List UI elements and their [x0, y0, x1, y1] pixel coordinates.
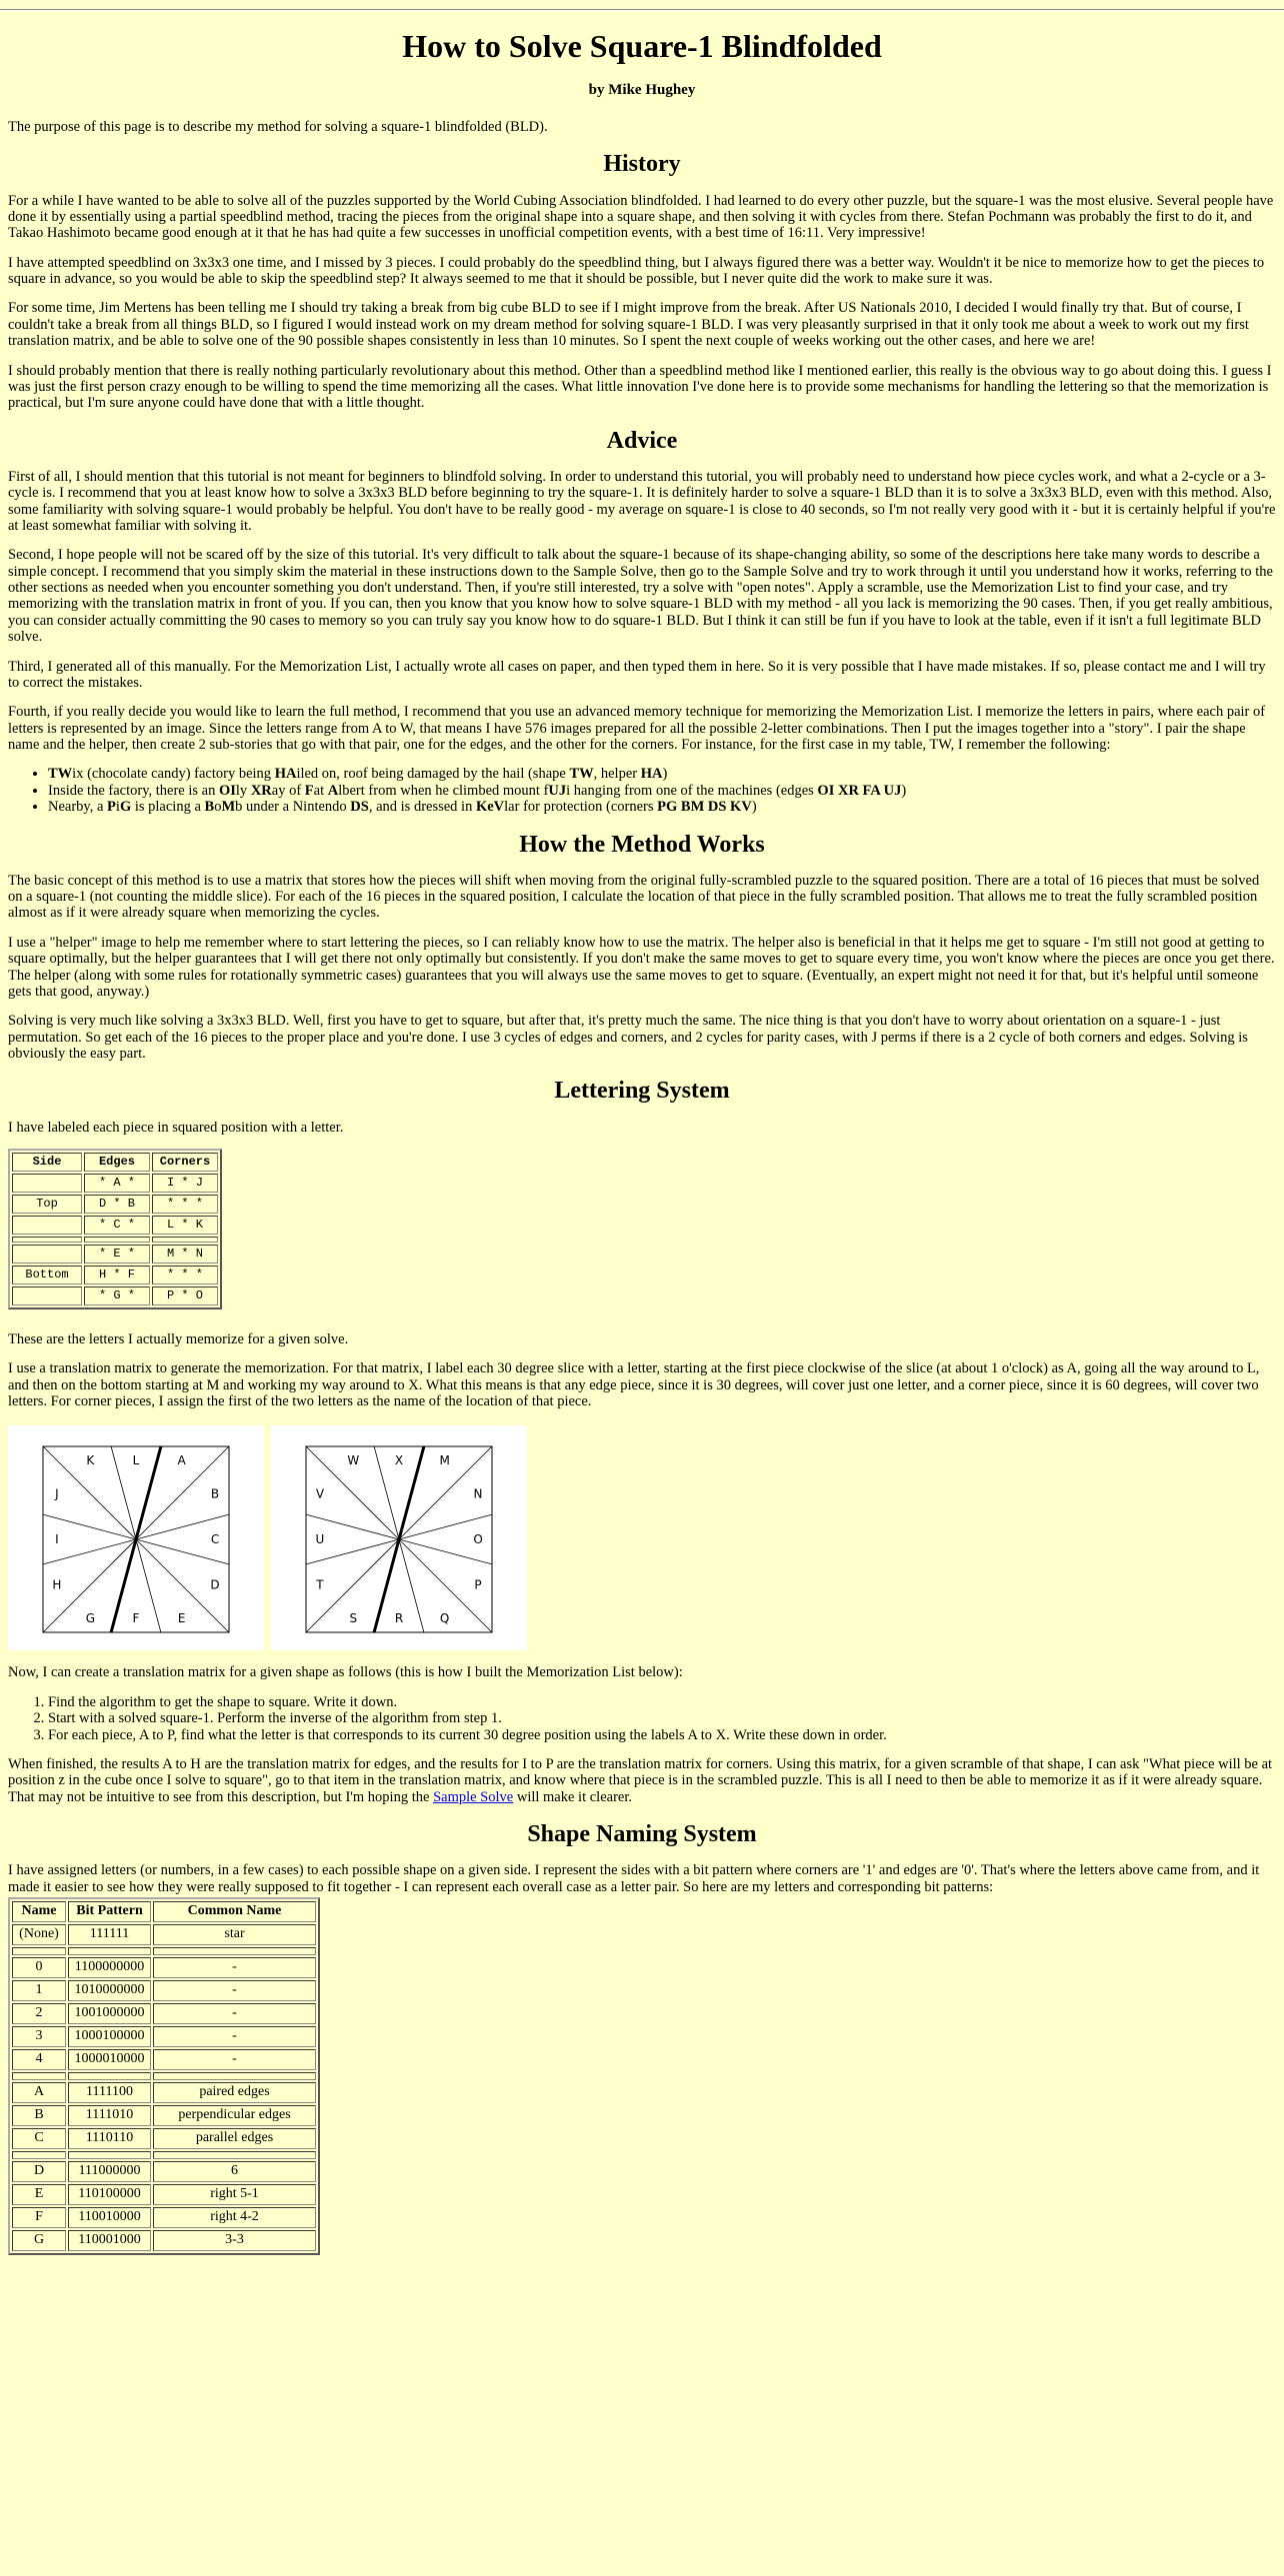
shape-cell: 111111 — [68, 1924, 151, 1945]
shape-naming-heading: Shape Naming System — [527, 1821, 757, 1848]
shape-cell: 6 — [153, 2161, 316, 2182]
mnemonic-text: o — [214, 799, 222, 816]
mnemonic-bold-letters: M — [221, 799, 236, 816]
bottom-layer-svg — [271, 1425, 527, 1650]
mnemonic-bold-letters: OI — [218, 782, 236, 799]
mnemonic-item — [48, 783, 1276, 799]
mnemonic-text: Inside the factory, there is an — [48, 782, 219, 799]
shape-cell: B — [12, 2105, 66, 2126]
shape-cell: 1110110 — [68, 2128, 151, 2149]
position-letter: P — [474, 1578, 482, 1593]
lettering-cell: * * * — [152, 1195, 218, 1214]
lettering-row — [12, 1174, 218, 1193]
shape-cell: - — [153, 2026, 316, 2047]
position-letter: J — [55, 1486, 59, 1501]
lettering-intro: I have labeled each piece in squared position with a letter. — [8, 1119, 344, 1136]
history-paragraph: I should probably mention that there is really nothing particularly revolutionary about this method. Other than a speedblind method like I mentioned earlier, this really is the obvious way to go about doing this. I guess I was just the first person crazy enough to be willing to spend the time memorizing all the cases. What little innovation I've done here is to provide some mechanisms for handling the lettering so that the memorization is practical, but I'm sure anyone could have done that with a little thought. — [8, 362, 1272, 412]
lettering-cell: Top — [12, 1195, 82, 1214]
mnemonic-bold-letters: PG BM DS KV — [657, 799, 752, 816]
shape-separator-row — [12, 2072, 316, 2080]
lettering-header-cell: Side — [12, 1153, 82, 1172]
position-letter: O — [473, 1532, 483, 1547]
position-letter: U — [315, 1532, 325, 1547]
separator-cell — [84, 1237, 150, 1243]
shape-header-cell: Common Name — [153, 1901, 316, 1922]
shape-cell: 1000100000 — [68, 2026, 151, 2047]
shape-row — [12, 1980, 316, 2001]
shape-cell: 3-3 — [153, 2230, 316, 2251]
position-letter: N — [473, 1486, 483, 1501]
separator-cell — [12, 1237, 82, 1243]
lettering-cell: * C * — [84, 1216, 150, 1235]
lettering-heading: Lettering System — [554, 1078, 730, 1105]
shape-cell: right 4-2 — [153, 2207, 316, 2228]
lettering-cell: H * F — [84, 1266, 150, 1285]
shape-cell: A — [12, 2082, 66, 2103]
advice-paragraph: Third, I generated all of this manually. For the Memorization List, I actually wrote all cases on paper, and then typed them in here. So it is very possible that I have made mistakes. If so, please contact me and I will try to correct the mistakes. — [8, 658, 1266, 691]
lettering-cell — [12, 1287, 82, 1305]
lettering-header-cell: Corners — [152, 1153, 218, 1172]
top-rule — [0, 9, 1284, 11]
mnemonic-bold-letters: F — [304, 782, 314, 799]
lettering-after-table: These are the letters I actually memorize for a given solve. — [8, 1330, 349, 1347]
lettering-cell: * * * — [152, 1266, 218, 1285]
mnemonic-list — [8, 766, 1276, 815]
shape-cell: 2 — [12, 2003, 66, 2024]
history-paragraph: For a while I have wanted to be able to solve all of the puzzles supported by the World Cubing Association blindfolded. I had learned to do every other puzzle, but the square-1 was the most elusive. Several people have done it by essentially using a partial speedblind method, tracing the pieces from the original shape into a square shape, and then solving it with cycles from there. Stefan Pochmann was probably the first to do it, and Takao Hashimoto became good enough at it that he has had quite a few successes in unofficial competition events, with a best time of 16:11. Very impressive! — [8, 192, 1274, 242]
shape-cell: F — [12, 2207, 66, 2228]
position-letter: X — [394, 1453, 404, 1468]
position-letter: G — [85, 1611, 96, 1626]
shape-cell: 1111100 — [68, 2082, 151, 2103]
shape-cell: 1010000000 — [68, 1980, 151, 2001]
position-letter: R — [394, 1611, 404, 1626]
shape-row — [12, 2184, 316, 2205]
mnemonic-bold-letters: DS — [350, 799, 369, 816]
lettering-cell: P * O — [152, 1287, 218, 1305]
shape-cell: D — [12, 2161, 66, 2182]
step-item: 1. Find the algorithm to get the shape to square. Write it down. — [48, 1694, 1276, 1710]
shape-cell: E — [12, 2184, 66, 2205]
position-letter: H — [52, 1578, 62, 1593]
shape-row — [12, 2049, 316, 2070]
position-letter: I — [55, 1532, 59, 1547]
history-paragraph: For some time, Jim Mertens has been telling me I should try taking a break from big cube BLD to see if I might improve from the break. After US Nationals 2010, I decided I would finally try that. But of course, I couldn't take a break from all things BLD, so I figured I would instead work on my dream method for solving square-1 BLD. I was very pleasantly surprised in that it only took me about a week to work out my first translation matrix, and be able to solve one of the 90 possible shapes consistently in less than 10 minutes. So I spent the next couple of weeks working out the other cases, and here we are! — [8, 300, 1249, 350]
shape-row — [12, 2082, 316, 2103]
separator-cell — [12, 2151, 66, 2159]
finish-text-after: will make it clearer. — [513, 1788, 632, 1805]
mnemonic-text: i hanging from one of the machines (edges — [566, 782, 818, 799]
lettering-cell — [12, 1245, 82, 1264]
mnemonic-text: ) — [901, 782, 907, 799]
shape-row — [12, 2161, 316, 2182]
shape-cell: 110100000 — [68, 2184, 151, 2205]
shape-cell: 3 — [12, 2026, 66, 2047]
mnemonic-text: i — [115, 799, 120, 816]
shape-cell: G — [12, 2230, 66, 2251]
shape-cell: - — [153, 2003, 316, 2024]
page-content — [0, 28, 1284, 2255]
mnemonic-bold-letters: HA — [274, 766, 297, 783]
mnemonic-text: ) — [662, 766, 668, 783]
shape-header-cell: Name — [12, 1901, 66, 1922]
mnemonic-bold-letters: KeV — [475, 799, 505, 816]
shape-naming-intro: I have assigned letters (or numbers, in a few cases) to each possible shape on a given side. I represent the sides with a bit pattern where corners are '1' and edges are '0'. That's where the letters above came from, and it made it easier to see how they were really supposed to fit together - I can represent each overall case as a letter pair. So here are my letters and corresponding bit patterns: — [8, 1862, 1260, 1895]
finish-text-before: When finished, the results A to H are the translation matrix for edges, and the results for I to P are the translation matrix for corners. Using this matrix, for a given scramble of that shape, I can ask "What piece will be at position z in the cube once I solve to square", go to that item in the translation matrix, and know where that piece is in the scrambled puzzle. This is all I need to then be able to memorize it as if it were already square. That may not be intuitive to see from this description, but I'm hoping the — [8, 1755, 1273, 1805]
position-letter: L — [132, 1453, 140, 1468]
separator-cell — [153, 2151, 316, 2159]
shape-cell: 110001000 — [68, 2230, 151, 2251]
mnemonic-bold-letters: OI XR FA UJ — [817, 782, 902, 799]
author-byline: by Mike Hughey — [588, 82, 696, 99]
shape-cell: - — [153, 2049, 316, 2070]
shape-row — [12, 1957, 316, 1978]
lettering-separator-row — [12, 1237, 218, 1243]
mnemonic-bold-letters: XR — [250, 782, 272, 799]
position-letter: C — [210, 1532, 220, 1547]
position-letter: V — [315, 1486, 325, 1501]
mnemonic-bold-letters: TW — [48, 766, 73, 783]
position-letter: B — [210, 1486, 220, 1501]
lettering-cell: * E * — [84, 1245, 150, 1264]
lettering-header-row — [12, 1153, 218, 1172]
method-heading: How the Method Works — [519, 831, 765, 858]
mnemonic-text: b under a Nintendo — [235, 799, 351, 816]
step-item: 2. Start with a solved square-1. Perform the inverse of the algorithm from step 1. — [48, 1710, 1276, 1726]
mnemonic-text: , and is dressed in — [368, 799, 476, 816]
shape-row — [12, 2128, 316, 2149]
mnemonic-text: lbert from when he climbed mount f — [338, 782, 549, 799]
slice-diagrams — [8, 1425, 1276, 1650]
shape-row — [12, 2105, 316, 2126]
mnemonic-bold-letters: A — [327, 782, 339, 799]
shape-cell: 1111010 — [68, 2105, 151, 2126]
shape-naming-table — [8, 1897, 320, 2255]
shape-header-cell: Bit Pattern — [68, 1901, 151, 1922]
shape-row — [12, 2207, 316, 2228]
mnemonic-bold-letters: P — [107, 799, 116, 816]
shape-cell: C — [12, 2128, 66, 2149]
position-letter: T — [316, 1578, 324, 1593]
method-paragraph: I use a "helper" image to help me remember where to start lettering the pieces, so I can reliably know how to use the matrix. The helper also is beneficial in that it helps me get to square - I'm still not good at getting to square optimally, but the helper guarantees that I will get there not only optimally but consistently. If you don't make the same moves to get to square every time, you won't know where the pieces are once you get there. The helper (along with some rules for rotationally symmetric cases) guarantees that you will always use the same moves to get to square. (Eventually, an expert might not need it for that, but it's helpful until someone gets that good, anyway.) — [8, 934, 1275, 1000]
mnemonic-bold-letters: UJ — [548, 782, 567, 799]
separator-cell — [153, 1947, 316, 1955]
lettering-row — [12, 1245, 218, 1264]
step-item: 3. For each piece, A to P, find what the letter is that corresponds to its current 30 degree position using the labels A to X. Write these down in order. — [48, 1727, 1276, 1743]
mnemonic-bold-letters: G — [119, 799, 132, 816]
lettering-cell: Bottom — [12, 1266, 82, 1285]
shape-separator-row — [12, 2151, 316, 2159]
lettering-cell: * G * — [84, 1287, 150, 1305]
lettering-header-cell: Edges — [84, 1153, 150, 1172]
bottom-layer-diagram — [271, 1425, 527, 1650]
slice-line — [136, 1446, 161, 1539]
shape-cell: 111000000 — [68, 2161, 151, 2182]
separator-cell — [152, 1237, 218, 1243]
lettering-table — [8, 1149, 222, 1309]
separator-cell — [68, 2151, 151, 2159]
lettering-cell: * A * — [84, 1174, 150, 1193]
position-letter: E — [177, 1611, 186, 1626]
separator-cell — [68, 2072, 151, 2080]
shape-cell: 1100000000 — [68, 1957, 151, 1978]
method-paragraph: The basic concept of this method is to use a matrix that stores how the pieces will shift when moving from the original fully-scrambled puzzle to the squared position. There are a total of 16 pieces that must be solved on a square-1 (not counting the middle slice). For each of the 16 pieces in the squared position, I calculate the location of that piece in the fully scrambled position. That allows me to treat the fully scrambled position almost as if it were already square when memorizing the cycles. — [8, 872, 1260, 922]
shape-cell: 110010000 — [68, 2207, 151, 2228]
page-title: How to Solve Square-1 Blindfolded — [402, 28, 882, 64]
steps-intro: Now, I can create a translation matrix for a given shape as follows (this is how I built the Memorization List below): — [8, 1664, 683, 1681]
lettering-row — [12, 1216, 218, 1235]
shape-header-row — [12, 1901, 316, 1922]
lettering-cell: I * J — [152, 1174, 218, 1193]
mnemonic-text: ay of — [271, 782, 305, 799]
position-letter: Q — [439, 1611, 450, 1626]
shape-cell: 4 — [12, 2049, 66, 2070]
lettering-cell — [12, 1216, 82, 1235]
advice-heading: Advice — [606, 427, 678, 454]
mnemonic-item — [48, 766, 1276, 782]
method-paragraph: Solving is very much like solving a 3x3x3 BLD. Well, first you have to get to square, but after that, it's pretty much the same. The nice thing is that you don't have to worry about orientation on a square-1 - just permutation. So get each of the 16 pieces to the proper place and you're done. I use 3 cycles of edges and corners, and 2 cycles for parity cases, with J perms if there is a 2 cycle of both corners and edges. Solving is obviously the easy part. — [8, 1013, 1248, 1063]
lettering-cell: L * K — [152, 1216, 218, 1235]
shape-cell: star — [153, 1924, 316, 1945]
mnemonic-text: ) — [751, 799, 757, 816]
separator-cell — [153, 2072, 316, 2080]
sector-line — [136, 1539, 161, 1632]
history-heading: History — [603, 151, 681, 178]
shape-cell: parallel edges — [153, 2128, 316, 2149]
mnemonic-bold-letters: B — [204, 799, 215, 816]
lettering-cell — [12, 1174, 82, 1193]
shape-row — [12, 2026, 316, 2047]
shape-cell: right 5-1 — [153, 2184, 316, 2205]
position-letter: K — [86, 1453, 95, 1468]
advice-paragraph: Second, I hope people will not be scared off by the size of this tutorial. It's very difficult to talk about the square-1 because of its shape-changing ability, so some of the descriptions here take many words to describe a simple concept. I recommend that you simply skim the material in these instructions down to the Sample Solve, then go to the Sample Solve and try to work through it until you understand how it works, referring to the other sections as needed when you encounter something you don't understand. Then, if you're still interested, try a solve with "open notes". Apply a scramble, use the Memorization List to find your case, and try memorizing with the translation matrix in front of you. If you can, then you know that you know how to solve square-1 BLD with my method - all you lack is memorizing the 90 cases. Then, if you get really ambitious, you can consider actually committing the 90 cases to memory so you can truly say you know how to do square-1 BLD. But I think it can still be fun if you have to look at the table, even if it isn't a full legitimate BLD solve. — [8, 547, 1273, 646]
position-letter: M — [439, 1453, 450, 1468]
position-letter: F — [132, 1611, 140, 1626]
advice-paragraph: Fourth, if you really decide you would like to learn the full method, I recommend that you use an advanced memory technique for memorizing the Memorization List. I memorize the letters in pairs, where each pair of letters is represented by an image. Since the letters range from A to W, that means I have 576 images prepared for all the possible 2-letter combinations. Then I put the images together into a "story". I pair the shape name and the helper, then create 2 sub-stories that go with that pair, one for the edges, and the other for the corners. For instance, for the first case in my table, TW, I remember the following: — [8, 704, 1266, 754]
separator-cell — [12, 2072, 66, 2080]
advice-paragraph: First of all, I should mention that this tutorial is not meant for beginners to blindfold solving. In order to understand this tutorial, you will probably need to understand how piece cycles work, and what a 2-cycle or a 3-cycle is. I recommend that you at least know how to solve a 3x3x3 BLD before beginning to try the square-1. It is definitely harder to solve a square-1 BLD than it is to solve a 3x3x3 BLD, even with this method. Also, some familiarity with solving square-1 would probably be helpful. You don't have to be really good - my average on square-1 is close to 40 seconds, so I'm not really very good with it - but it is certainly helpful if you're at least somewhat familiar with solving it. — [8, 468, 1276, 534]
mnemonic-text: ix (chocolate candy) factory being — [72, 766, 275, 783]
shape-row — [12, 2230, 316, 2251]
position-letter: S — [349, 1611, 358, 1626]
shape-cell: 1001000000 — [68, 2003, 151, 2024]
top-layer-svg — [8, 1425, 264, 1650]
shape-cell: paired edges — [153, 2082, 316, 2103]
translation-finish-paragraph — [8, 1756, 1276, 1805]
shape-cell: (None) — [12, 1924, 66, 1945]
translation-matrix-paragraph: I use a translation matrix to generate the memorization. For that matrix, I label each 30 degree slice with a letter, starting at the first piece clockwise of the slice (at about 1 o'clock) as A, going all the way around to L, and then on the bottom starting at M and working my way around to X. What this means is that any edge piece, since it is 30 degrees, will cover just one letter, and a corner piece, since it is 60 degrees, will cover two letters. For corner pieces, I assign the first of the two letters as the name of the location of that piece. — [8, 1360, 1260, 1410]
shape-cell: 1 — [12, 1980, 66, 2001]
shape-cell: 1000010000 — [68, 2049, 151, 2070]
mnemonic-item — [48, 799, 1276, 815]
lettering-cell: D * B — [84, 1195, 150, 1214]
mnemonic-text: iled on, roof being damaged by the hail (shape — [296, 766, 570, 783]
top-layer-diagram — [8, 1425, 264, 1650]
mnemonic-text: , helper — [593, 766, 641, 783]
mnemonic-text: at — [313, 782, 328, 799]
shape-row — [12, 2003, 316, 2024]
shape-cell: - — [153, 1980, 316, 2001]
lettering-cell: M * N — [152, 1245, 218, 1264]
sample-solve-link[interactable]: Sample Solve — [433, 1788, 514, 1805]
mnemonic-text: lar for protection (corners — [504, 799, 658, 816]
lettering-row — [12, 1195, 218, 1214]
separator-cell — [68, 1947, 151, 1955]
position-letter: W — [347, 1453, 360, 1468]
mnemonic-text: ly — [235, 782, 251, 799]
history-paragraph: I have attempted speedblind on 3x3x3 one time, and I missed by 3 pieces. I could probably do the speedblind thing, but I always figured there was a better way. Wouldn't it be nice to memorize how to get the pieces to square in advance, so you would be able to skip the speedblind step? It always seemed to me that it should be possible, but I never quite did the work to make sure it was. — [8, 254, 1265, 288]
shape-separator-row — [12, 1947, 316, 1955]
steps-list — [8, 1694, 1276, 1743]
position-letter: A — [177, 1453, 186, 1468]
separator-cell — [12, 1947, 66, 1955]
lettering-row — [12, 1266, 218, 1285]
shape-cell: - — [153, 1957, 316, 1978]
mnemonic-text: is placing a — [131, 799, 205, 816]
intro-paragraph: The purpose of this page is to describe my method for solving a square-1 blindfolded (BLD). — [8, 119, 548, 136]
mnemonic-text: Nearby, a — [48, 799, 108, 816]
mnemonic-bold-letters: TW — [569, 766, 594, 783]
position-letter: D — [210, 1578, 220, 1593]
shape-cell: perpendicular edges — [153, 2105, 316, 2126]
lettering-row — [12, 1287, 218, 1305]
mnemonic-bold-letters: HA — [640, 766, 663, 783]
shape-row — [12, 1924, 316, 1945]
shape-cell: 0 — [12, 1957, 66, 1978]
